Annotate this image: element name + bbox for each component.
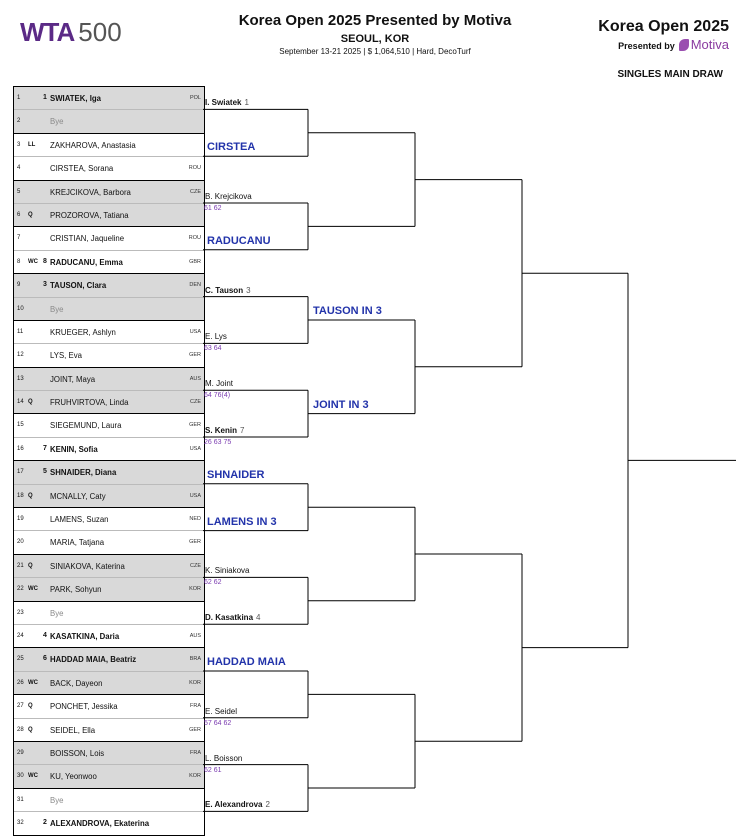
draw-position: 4 — [17, 165, 21, 172]
match-score: 61 62 — [204, 205, 222, 212]
player-name: BACK, Dayeon — [50, 678, 103, 688]
tournament-info: September 13-21 2025 | $ 1,064,510 | Hard, DecoTurf — [279, 47, 471, 56]
seed-number: 8 — [43, 257, 47, 265]
entry-type: Q — [28, 703, 33, 710]
draw-position: 1 — [17, 95, 21, 101]
round2-result: TAUSON IN 3 — [313, 305, 382, 317]
round1-winner — [205, 566, 249, 575]
country-code: CZE — [190, 562, 201, 569]
draw-position: 2 — [17, 118, 21, 125]
draw-position: 14 — [17, 399, 24, 406]
country-code: DEN — [189, 282, 201, 289]
match-score: 63 64 — [204, 345, 222, 353]
presented-by-label: Presented by — [618, 41, 675, 51]
winner-name: E. Seidel — [205, 706, 238, 716]
player-name: Bye — [50, 608, 64, 618]
player-name: KRUEGER, Ashlyn — [50, 327, 116, 337]
winner-name: D. Kasatkina — [205, 613, 254, 623]
round1-result: HADDAD MAIA — [207, 656, 286, 668]
round1-winner — [205, 613, 260, 622]
draw-position: 20 — [17, 539, 24, 546]
seed-number: 2 — [43, 819, 47, 827]
player-name: MCNALLY, Caty — [50, 491, 106, 501]
player-name: Bye — [50, 304, 64, 314]
round1-result: CIRSTEA — [207, 141, 256, 154]
country-code: FRA — [190, 749, 201, 756]
match-score: 62 62 — [204, 579, 222, 587]
tournament-title: Korea Open 2025 Presented by Motiva — [238, 12, 512, 29]
draw-position: 6 — [17, 211, 21, 218]
player-name: BOISSON, Lois — [50, 748, 105, 758]
player-name: KENIN, Sofia — [50, 444, 98, 454]
draw-position: 9 — [17, 282, 21, 289]
entry-type: Q — [28, 399, 33, 406]
entry-type: WC — [28, 586, 38, 593]
entry-type: Q — [28, 211, 33, 218]
draw-title: SINGLES MAIN DRAW — [617, 69, 723, 80]
round1-winner — [205, 754, 242, 763]
logo-number: 500 — [78, 17, 122, 47]
draw-position: 19 — [17, 516, 24, 523]
player-name: ZAKHAROVA, Anastasia — [50, 140, 136, 150]
sponsor-name: Motiva — [690, 37, 729, 52]
seed-number: 5 — [43, 468, 47, 476]
draw-position: 3 — [17, 141, 21, 148]
player-name: Bye — [50, 795, 64, 805]
seed-number: 4 — [43, 631, 47, 639]
draw-position: 18 — [17, 492, 24, 499]
player-name: KREJCIKOVA, Barbora — [50, 187, 131, 197]
draw-position: 10 — [17, 305, 24, 312]
tournament-location: SEOUL, KOR — [340, 33, 410, 45]
draw-position: 11 — [17, 328, 24, 335]
match-score: 64 76(4) — [204, 392, 231, 400]
player-name: PARK, Sohyun — [50, 585, 102, 595]
round1-winner — [205, 332, 227, 341]
country-code: CZE — [190, 399, 201, 406]
country-code: KOR — [189, 586, 201, 593]
round1-winner — [205, 800, 270, 809]
player-name: FRUHVIRTOVA, Linda — [50, 398, 129, 408]
draw-position: 15 — [17, 422, 24, 429]
player-name: MARIA, Tatjana — [50, 538, 105, 548]
winner-name: E. Lys — [205, 332, 227, 342]
draw-position: 16 — [17, 445, 24, 452]
country-code: GER — [189, 422, 201, 429]
player-name: SWIATEK, Iga — [50, 94, 101, 103]
draw-position: 31 — [17, 796, 24, 803]
entry-type: WC — [28, 773, 38, 780]
entry-type: Q — [28, 492, 33, 499]
player-name: SHNAIDER, Diana — [50, 468, 117, 478]
logo-text: WTA — [20, 17, 75, 47]
player-name: PONCHET, Jessika — [50, 702, 118, 712]
match-score: 57 64 62 — [204, 719, 232, 727]
round1-winner — [205, 286, 251, 295]
winner-name: B. Krejcikova — [205, 192, 252, 201]
country-code: NED — [189, 516, 201, 523]
seed-number: 1 — [43, 94, 47, 101]
country-code: USA — [189, 445, 201, 452]
round1-result: RADUCANU — [207, 234, 271, 247]
country-code: GER — [189, 726, 201, 733]
draw-position: 5 — [17, 188, 21, 195]
round2-result: JOINT IN 3 — [313, 398, 369, 411]
winner-name: C. Tauson — [205, 285, 244, 295]
winner-name: I. Swiatek — [205, 98, 242, 108]
round1-result: LAMENS IN 3 — [207, 515, 277, 528]
winner-seed: 4 — [256, 613, 261, 623]
round1-winner — [205, 426, 244, 435]
player-name: SINIAKOVA, Katerina — [50, 561, 125, 571]
player-name: HADDAD MAIA, Beatriz — [50, 655, 137, 665]
draw-position: 29 — [17, 749, 24, 756]
winner-seed: 3 — [246, 285, 251, 295]
country-code: AUS — [189, 632, 201, 639]
draw-position: 27 — [17, 703, 24, 710]
country-code: GER — [189, 352, 201, 359]
country-code: AUS — [189, 375, 201, 382]
country-code: ROU — [188, 235, 201, 242]
player-name: Bye — [50, 117, 64, 127]
draw-position: 12 — [17, 352, 24, 359]
draw-position: 21 — [17, 562, 24, 569]
player-name: ALEXANDROVA, Ekaterina — [50, 819, 150, 829]
country-code: GER — [189, 539, 201, 546]
player-name: RADUCANU, Emma — [50, 257, 123, 267]
winner-seed: 1 — [244, 98, 249, 108]
winner-name: S. Kenin — [205, 426, 238, 435]
player-name: KASATKINA, Daria — [50, 631, 120, 641]
match-score: 62 61 — [204, 766, 222, 774]
player-name: TAUSON, Clara — [50, 281, 107, 291]
winner-name: E. Alexandrova — [205, 800, 263, 810]
draw-position: 24 — [17, 632, 24, 639]
round1-winner — [205, 707, 237, 716]
country-code: POL — [189, 95, 201, 101]
entry-type: LL — [28, 141, 36, 148]
winner-seed: 7 — [240, 426, 245, 435]
draw-position: 23 — [17, 609, 24, 616]
seed-number: 6 — [43, 655, 47, 663]
draw-position: 25 — [17, 656, 24, 663]
winner-name: M. Joint — [205, 379, 234, 389]
round1-winner — [205, 192, 252, 201]
entry-type: Q — [28, 562, 33, 569]
entry-type: WC — [28, 679, 38, 686]
country-code: KOR — [189, 679, 201, 686]
entry-type: Q — [28, 726, 33, 733]
round1-winner — [205, 98, 249, 107]
country-code: ROU — [188, 165, 201, 172]
player-name: SIEGEMUND, Laura — [50, 421, 122, 431]
country-code: USA — [189, 328, 201, 335]
country-code: KOR — [189, 773, 201, 780]
country-code: FRA — [190, 703, 201, 710]
draw-position: 8 — [17, 258, 21, 265]
country-code: GBR — [189, 258, 201, 265]
draw-position: 22 — [17, 586, 24, 593]
draw-position: 32 — [17, 820, 24, 827]
draw-position: 7 — [17, 235, 21, 242]
player-name: PROZOROVA, Tatiana — [50, 210, 129, 220]
draw-position: 26 — [17, 679, 24, 686]
player-name: JOINT, Maya — [50, 374, 96, 384]
winner-name: K. Siniakova — [205, 566, 250, 576]
country-code: USA — [189, 492, 201, 499]
seed-number: 3 — [43, 281, 47, 289]
player-name: SEIDEL, Ella — [50, 725, 96, 735]
match-score: 26 63 75 — [204, 439, 232, 446]
round1-result: SHNAIDER — [207, 468, 265, 481]
player-name: LAMENS, Suzan — [50, 515, 109, 525]
player-name: CIRSTEA, Sorana — [50, 164, 114, 174]
event-logo-title: Korea Open 2025 — [598, 18, 729, 35]
country-code: BRA — [189, 656, 201, 663]
draw-position: 13 — [17, 375, 24, 382]
country-code: CZE — [190, 188, 201, 195]
round1-winner — [205, 379, 233, 388]
seed-number: 7 — [43, 444, 47, 452]
winner-name: L. Boisson — [205, 753, 243, 763]
entry-type: WC — [28, 258, 38, 265]
draw-position: 30 — [17, 773, 24, 780]
player-name: KU, Yeonwoo — [50, 772, 97, 782]
winner-seed: 2 — [265, 800, 270, 810]
player-name: LYS, Eva — [50, 351, 82, 361]
player-name: CRISTIAN, Jaqueline — [50, 234, 125, 244]
draw-position: 17 — [17, 469, 24, 476]
draw-position: 28 — [17, 726, 24, 733]
